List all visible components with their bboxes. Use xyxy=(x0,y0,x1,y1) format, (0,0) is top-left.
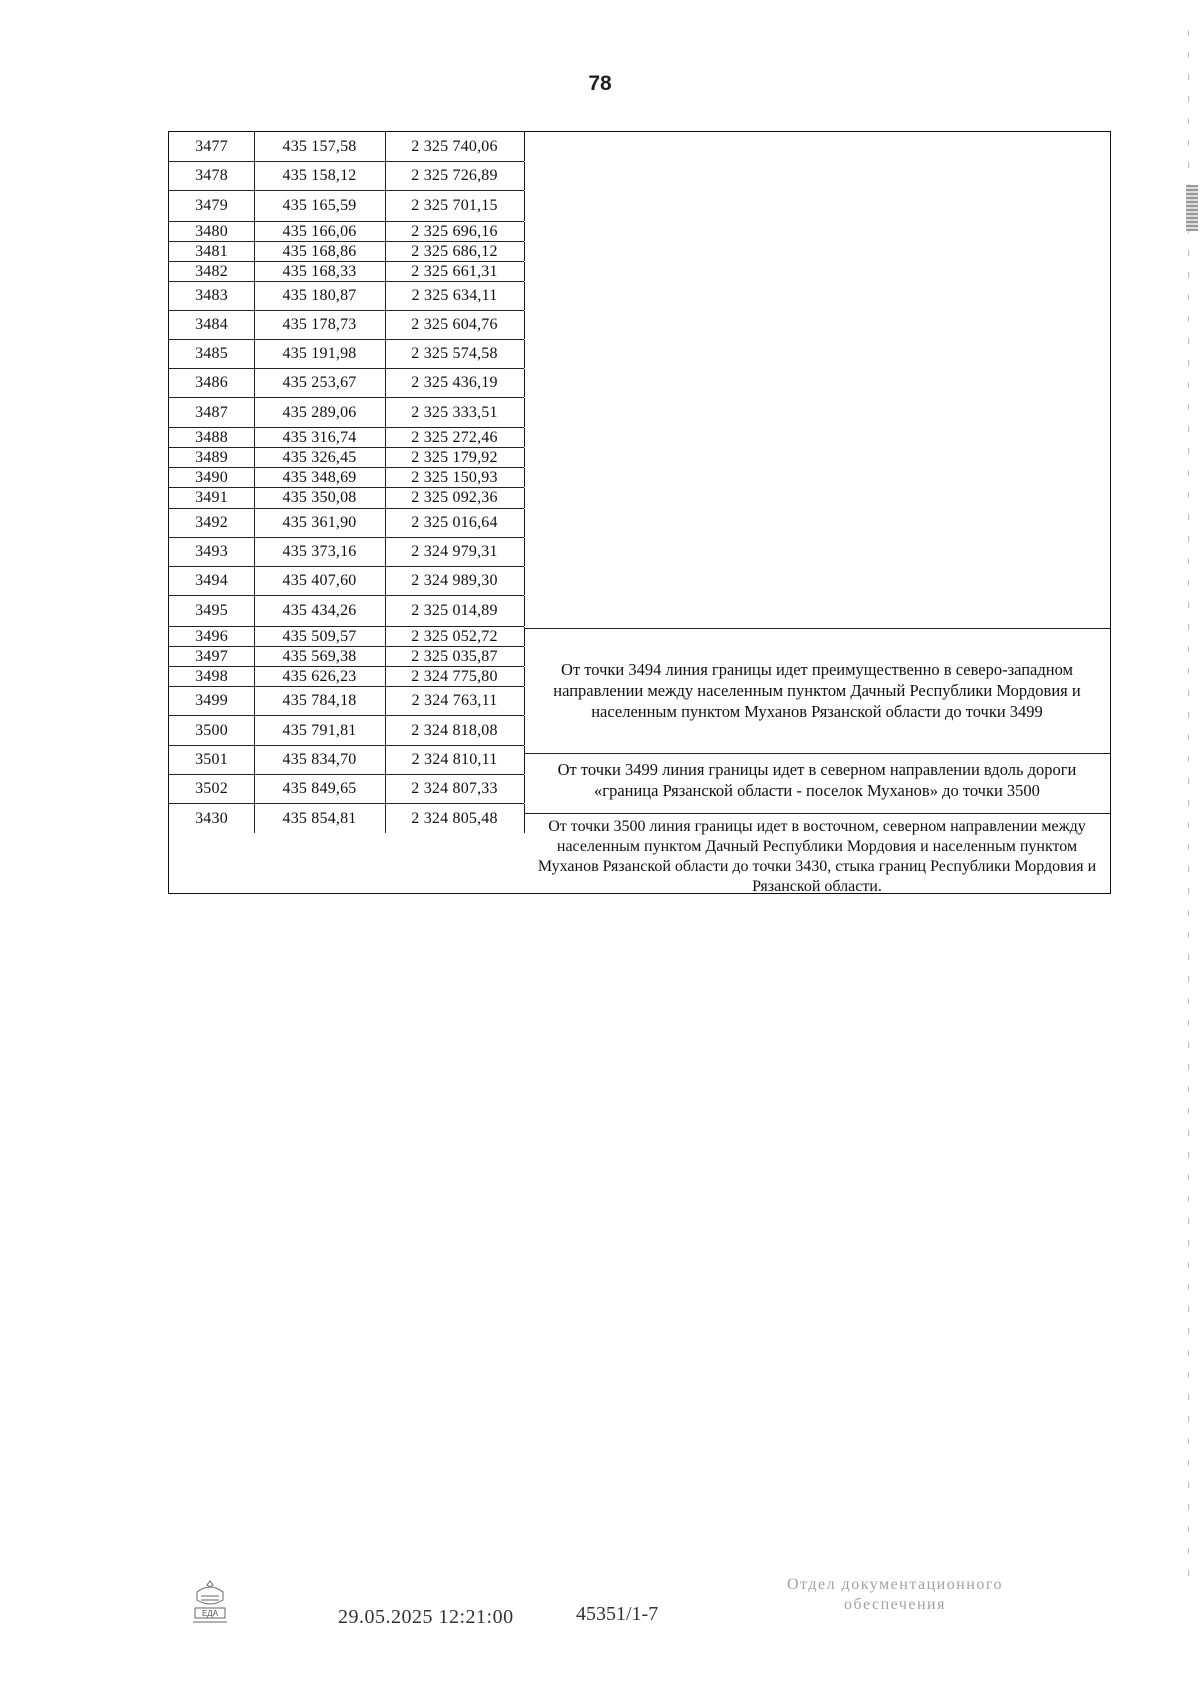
x-coordinate-cell: 435 178,73 xyxy=(254,311,386,339)
table-row xyxy=(169,132,524,161)
x-coordinate-cell: 435 791,81 xyxy=(254,716,386,745)
y-coordinate-cell: 2 325 016,64 xyxy=(385,509,525,537)
table-row xyxy=(169,281,524,310)
point-number-cell: 3477 xyxy=(169,132,255,161)
point-number-cell: 3485 xyxy=(169,340,255,368)
y-coordinate-cell: 2 325 092,36 xyxy=(385,488,525,508)
point-number-cell: 3500 xyxy=(169,716,255,745)
y-coordinate-cell: 2 324 807,33 xyxy=(385,775,525,803)
point-number-cell: 3496 xyxy=(169,627,255,646)
point-number-cell: 3430 xyxy=(169,804,255,833)
table-row xyxy=(169,537,524,566)
table-row xyxy=(169,508,524,537)
y-coordinate-cell: 2 324 979,31 xyxy=(385,538,525,566)
table-row xyxy=(169,626,524,646)
boundary-description-3499-3500: От точки 3499 линия границы идет в северном направлении вдоль дороги «граница Рязанской области - поселок Муханов» до точки 3500 xyxy=(524,753,1110,813)
x-coordinate-cell: 435 509,57 xyxy=(254,627,386,646)
x-coordinate-cell: 435 361,90 xyxy=(254,509,386,537)
coordinates-table xyxy=(168,131,1111,894)
y-coordinate-cell: 2 324 763,11 xyxy=(385,687,525,715)
x-coordinate-cell: 435 157,58 xyxy=(254,132,386,161)
point-number-cell: 3490 xyxy=(169,468,255,487)
table-row xyxy=(169,803,524,833)
table-row xyxy=(169,666,524,686)
point-number-cell: 3486 xyxy=(169,369,255,397)
department-stamp xyxy=(740,1575,1050,1615)
table-row xyxy=(169,427,524,447)
y-coordinate-cell: 2 325 436,19 xyxy=(385,369,525,397)
y-coordinate-cell: 2 325 179,92 xyxy=(385,448,525,467)
table-row xyxy=(169,447,524,467)
table-row xyxy=(169,686,524,715)
x-coordinate-cell: 435 373,16 xyxy=(254,538,386,566)
table-row xyxy=(169,310,524,339)
x-coordinate-cell: 435 289,06 xyxy=(254,398,386,427)
x-coordinate-cell: 435 849,65 xyxy=(254,775,386,803)
x-coordinate-cell: 435 316,74 xyxy=(254,428,386,447)
y-coordinate-cell: 2 324 805,48 xyxy=(385,804,525,833)
point-number-cell: 3483 xyxy=(169,282,255,310)
table-row xyxy=(169,566,524,595)
table-row xyxy=(169,339,524,368)
scan-edge-mark xyxy=(1186,185,1198,231)
table-row xyxy=(169,487,524,508)
y-coordinate-cell: 2 324 818,08 xyxy=(385,716,525,745)
table-row xyxy=(169,261,524,281)
point-number-cell: 3501 xyxy=(169,746,255,774)
y-coordinate-cell: 2 325 661,31 xyxy=(385,262,525,281)
x-coordinate-cell: 435 350,08 xyxy=(254,488,386,508)
scan-edge-line xyxy=(1188,30,1189,1590)
point-number-cell: 3478 xyxy=(169,162,255,190)
x-coordinate-cell: 435 834,70 xyxy=(254,746,386,774)
y-coordinate-cell: 2 324 810,11 xyxy=(385,746,525,774)
y-coordinate-cell: 2 325 014,89 xyxy=(385,596,525,626)
point-number-cell: 3495 xyxy=(169,596,255,626)
table-row xyxy=(169,646,524,666)
x-coordinate-cell: 435 407,60 xyxy=(254,567,386,595)
y-coordinate-cell: 2 325 726,89 xyxy=(385,162,525,190)
table-row xyxy=(169,190,524,221)
y-coordinate-cell: 2 324 775,80 xyxy=(385,667,525,686)
y-coordinate-cell: 2 325 150,93 xyxy=(385,468,525,487)
point-number-cell: 3491 xyxy=(169,488,255,508)
stamp-line-2: обеспечения xyxy=(844,1596,946,1613)
point-number-cell: 3488 xyxy=(169,428,255,447)
x-coordinate-cell: 435 166,06 xyxy=(254,222,386,241)
table-row xyxy=(169,595,524,626)
x-coordinate-cell: 435 569,38 xyxy=(254,647,386,666)
x-coordinate-cell: 435 348,69 xyxy=(254,468,386,487)
y-coordinate-cell: 2 325 686,12 xyxy=(385,242,525,261)
point-number-cell: 3484 xyxy=(169,311,255,339)
point-number-cell: 3498 xyxy=(169,667,255,686)
point-number-cell: 3493 xyxy=(169,538,255,566)
x-coordinate-cell: 435 165,59 xyxy=(254,191,386,221)
coordinates-grid xyxy=(169,132,524,892)
boundary-description-3494-3499: От точки 3494 линия границы идет преимущественно в северо-западном направлении между населенным пунктом Дачный Республики Мордовия и населенным пунктом Муханов Рязанской области до точки 3499 xyxy=(524,628,1110,753)
boundary-description-3500-3430: От точки 3500 линия границы идет в восточном, северном направлении между населенным пунктом Дачный Республики Мордовия и населенным пунктом Муханов Рязанской области до точки 3430, стыка границ Республики Мордовия и Рязанской области. xyxy=(524,813,1110,893)
y-coordinate-cell: 2 324 989,30 xyxy=(385,567,525,595)
y-coordinate-cell: 2 325 333,51 xyxy=(385,398,525,427)
x-coordinate-cell: 435 168,86 xyxy=(254,242,386,261)
y-coordinate-cell: 2 325 272,46 xyxy=(385,428,525,447)
y-coordinate-cell: 2 325 696,16 xyxy=(385,222,525,241)
table-row xyxy=(169,161,524,190)
x-coordinate-cell: 435 191,98 xyxy=(254,340,386,368)
y-coordinate-cell: 2 325 701,15 xyxy=(385,191,525,221)
x-coordinate-cell: 435 854,81 xyxy=(254,804,386,833)
x-coordinate-cell: 435 180,87 xyxy=(254,282,386,310)
registration-number: 45351/1-7 xyxy=(576,1603,659,1625)
point-number-cell: 3489 xyxy=(169,448,255,467)
y-coordinate-cell: 2 325 634,11 xyxy=(385,282,525,310)
x-coordinate-cell: 435 326,45 xyxy=(254,448,386,467)
document-datetime: 29.05.2025 12:21:00 xyxy=(338,1606,514,1628)
x-coordinate-cell: 435 626,23 xyxy=(254,667,386,686)
x-coordinate-cell: 435 158,12 xyxy=(254,162,386,190)
point-number-cell: 3502 xyxy=(169,775,255,803)
y-coordinate-cell: 2 325 604,76 xyxy=(385,311,525,339)
table-row xyxy=(169,368,524,397)
table-row xyxy=(169,241,524,261)
y-coordinate-cell: 2 325 052,72 xyxy=(385,627,525,646)
y-coordinate-cell: 2 325 035,87 xyxy=(385,647,525,666)
table-row xyxy=(169,397,524,427)
table-row xyxy=(169,774,524,803)
svg-text:ЕДА: ЕДА xyxy=(201,1609,219,1618)
x-coordinate-cell: 435 253,67 xyxy=(254,369,386,397)
point-number-cell: 3499 xyxy=(169,687,255,715)
table-row xyxy=(169,715,524,745)
x-coordinate-cell: 435 784,18 xyxy=(254,687,386,715)
y-coordinate-cell: 2 325 740,06 xyxy=(385,132,525,161)
coat-of-arms-icon xyxy=(187,1578,233,1630)
x-coordinate-cell: 435 434,26 xyxy=(254,596,386,626)
point-number-cell: 3497 xyxy=(169,647,255,666)
point-number-cell: 3492 xyxy=(169,509,255,537)
x-coordinate-cell: 435 168,33 xyxy=(254,262,386,281)
point-number-cell: 3479 xyxy=(169,191,255,221)
table-row xyxy=(169,745,524,774)
table-row xyxy=(169,467,524,487)
point-number-cell: 3494 xyxy=(169,567,255,595)
page-number: 78 xyxy=(588,72,612,95)
point-number-cell: 3487 xyxy=(169,398,255,427)
point-number-cell: 3482 xyxy=(169,262,255,281)
y-coordinate-cell: 2 325 574,58 xyxy=(385,340,525,368)
stamp-line-1: Отдел документационного xyxy=(786,1576,1004,1593)
table-row xyxy=(169,221,524,241)
point-number-cell: 3480 xyxy=(169,222,255,241)
point-number-cell: 3481 xyxy=(169,242,255,261)
